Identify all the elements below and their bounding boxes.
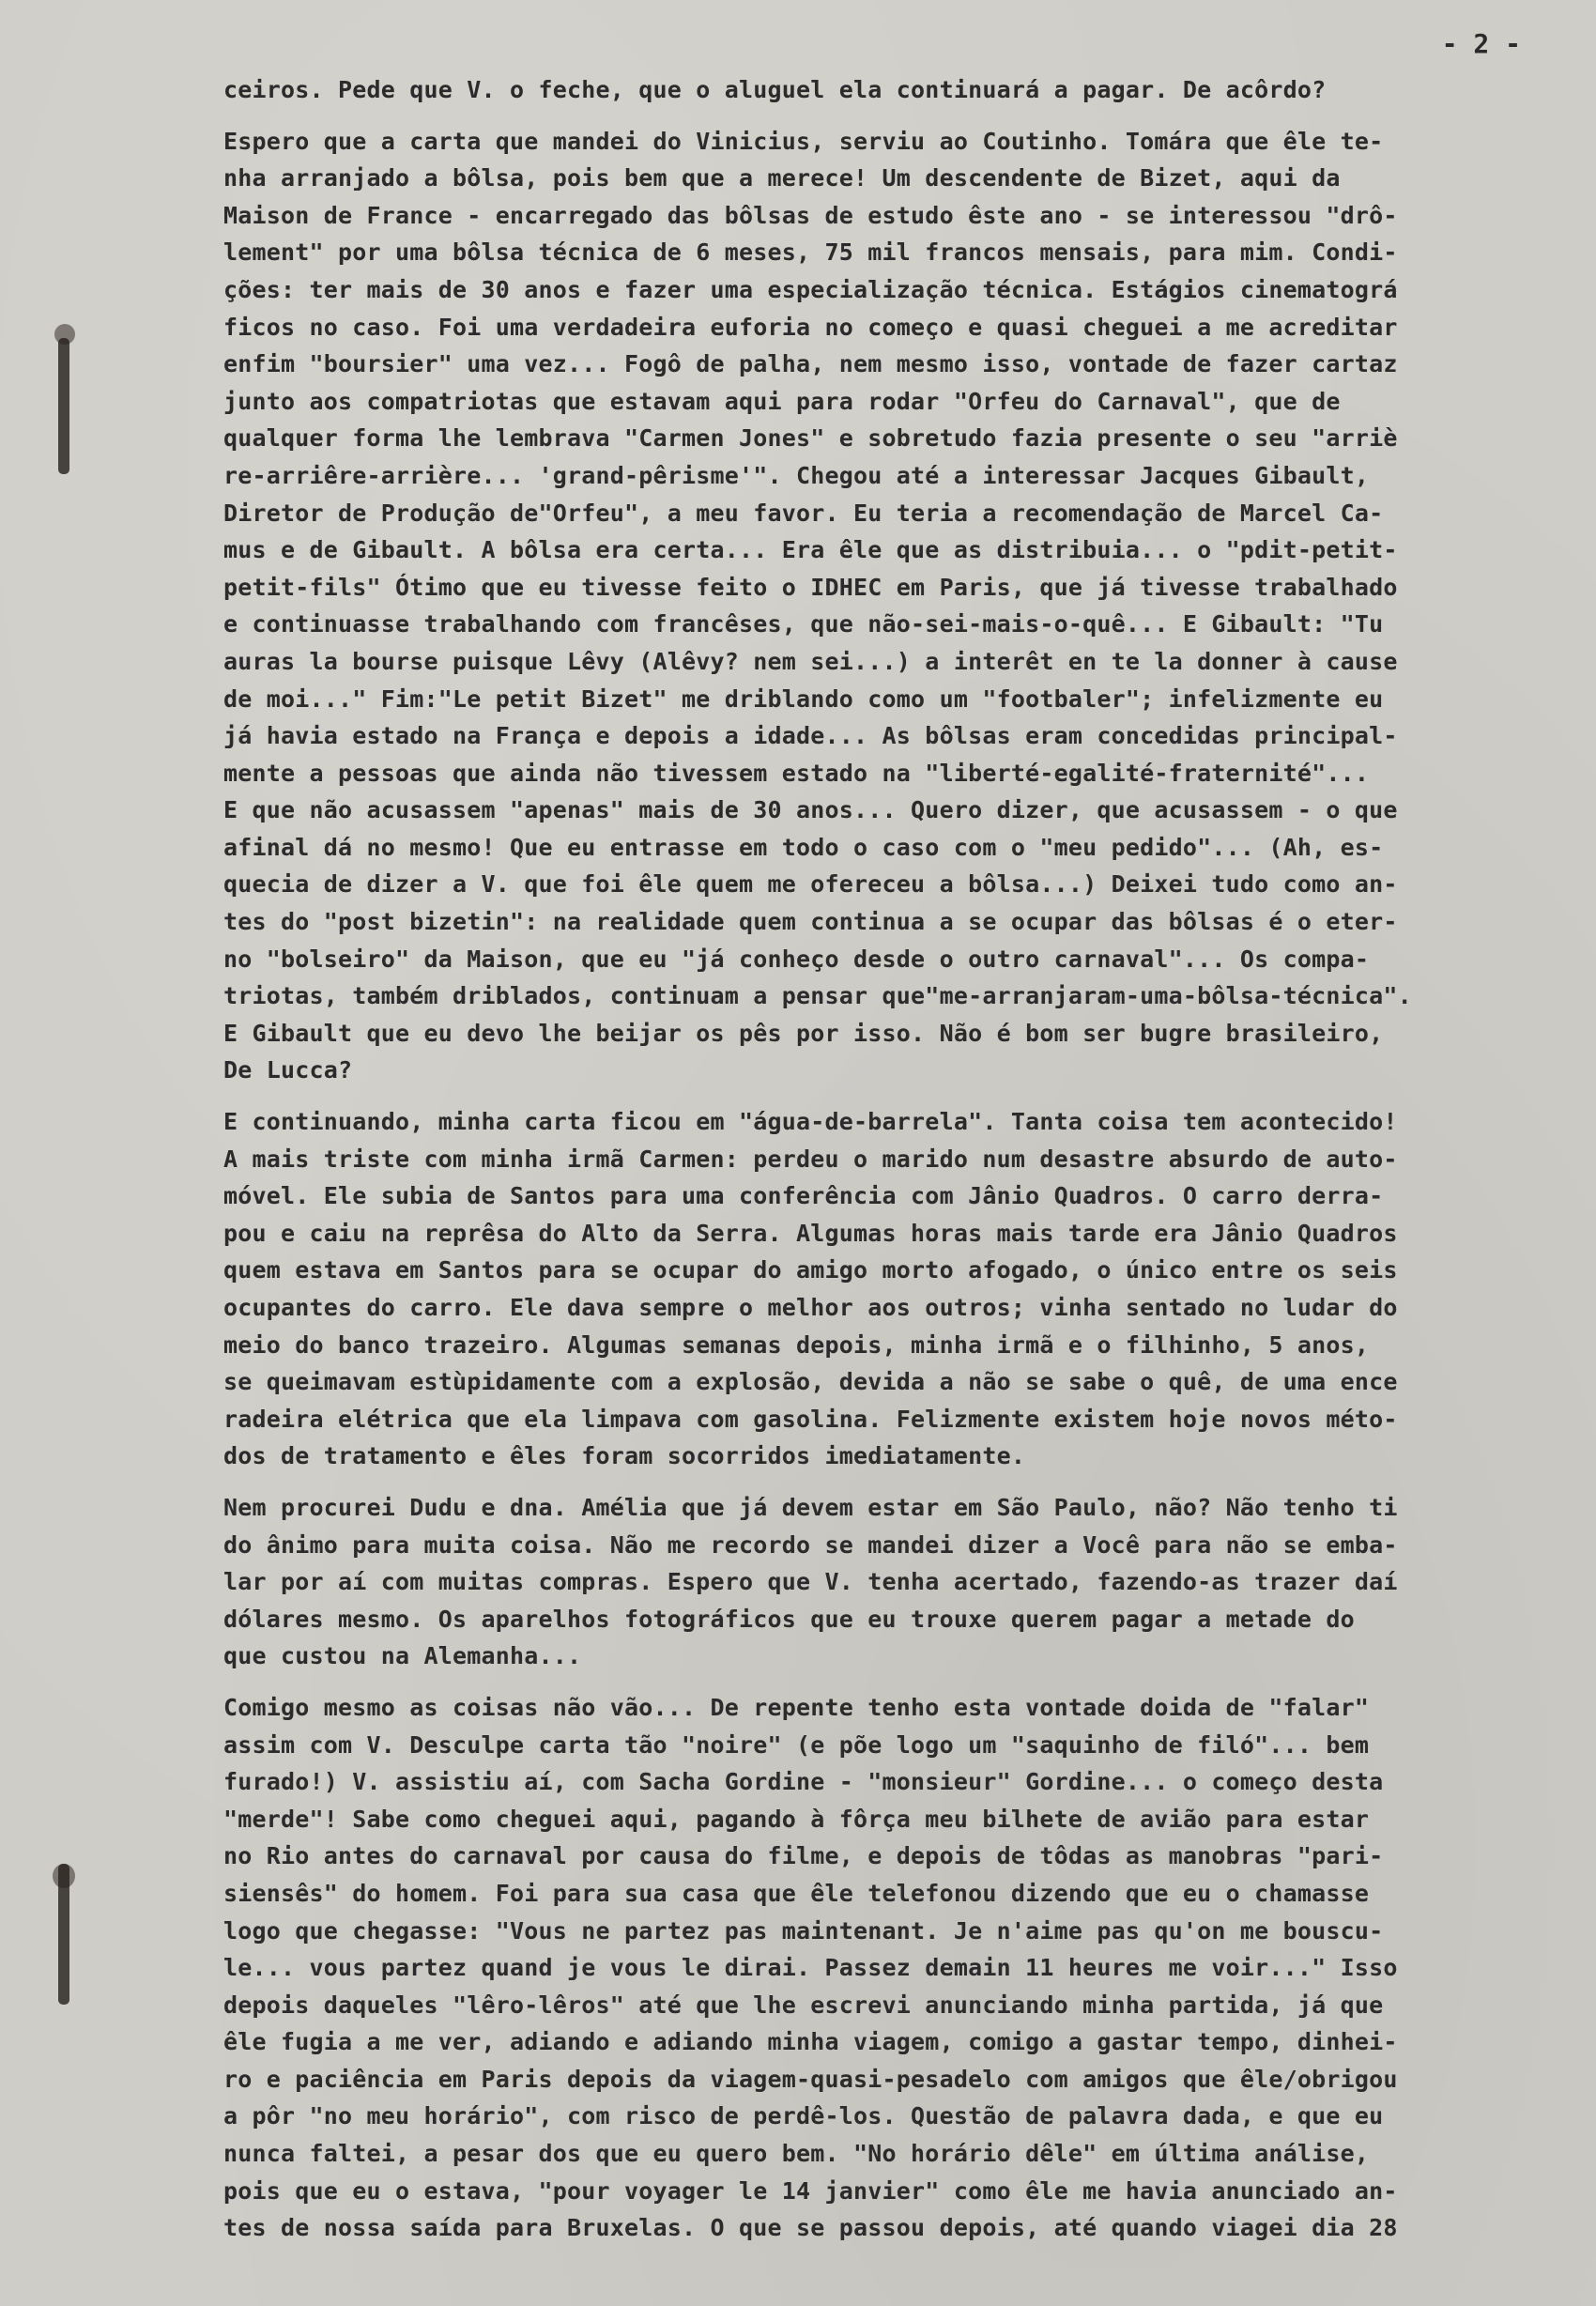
text-line: ocupantes do carro. Ele dava sempre o melhor aos outros; vinha sentado no ludar do	[223, 1294, 1398, 1321]
paragraph	[223, 1689, 1575, 2247]
text-line: assim com V. Desculpe carta tão "noire" (e põe logo um "saquinho de filó"... bem	[223, 1730, 1370, 1759]
text-line: pois que eu o estava, "pour voyager le 14 janvier" como êle me havia anunciado an-	[223, 2176, 1398, 2205]
text-line: ro e paciência em Paris depois da viagem-quasi-pesadelo com amigos que êle/obrigou	[223, 2065, 1398, 2093]
text-line: "merde"! Sabe como cheguei aqui, pagando à fôrça meu bilhete de avião para estar	[223, 1805, 1370, 1833]
text-line: quem estava em Santos para se ocupar do amigo morto afogado, o único entre os seis	[223, 1256, 1398, 1284]
text-line: radeira elétrica que ela limpava com gasolina. Felizmente existem hoje novos méto-	[223, 1405, 1398, 1433]
text-line: triotas, também driblados, continuam a pensar que"me-arranjaram-uma-bôlsa-técnica".	[223, 982, 1412, 1010]
text-line: Espero que a carta que mandei do Vinicius, serviu ao Coutinho. Tomára que êle te-	[223, 127, 1384, 155]
text-line: E Gibault que eu devo lhe beijar os pês por isso. Não é bom ser bugre brasileiro,	[223, 1019, 1384, 1047]
page-number: - 2 -	[1441, 28, 1521, 59]
text-line: A mais triste com minha irmã Carmen: perdeu o marido num desastre absurdo de auto-	[223, 1145, 1398, 1173]
text-line: lar por aí com muitas compras. Espero que V. tenha acertado, fazendo-as trazer daí	[223, 1568, 1398, 1596]
text-line: auras la bourse puisque Lêvy (Alêvy? nem sei...) a interêt en te la donner à cause	[223, 647, 1398, 675]
text-line: enfim "boursier" uma vez... Fogô de palha, nem mesmo isso, vontade de fazer cartaz	[223, 350, 1398, 378]
text-line: nha arranjado a bôlsa, pois bem que a merece! Um descendente de Bizet, aqui da	[223, 164, 1341, 192]
text-line: junto aos compatriotas que estavam aqui para rodar "Orfeu do Carnaval", que de	[223, 387, 1341, 415]
text-line: no "bolseiro" da Maison, que eu "já conheço desde o outro carnaval"... Os compa-	[223, 945, 1370, 973]
text-line: qualquer forma lhe lembrava "Carmen Jones" e sobretudo fazia presente o seu "arriè	[223, 424, 1398, 453]
text-line: quecia de dizer a V. que foi êle quem me ofereceu a bôlsa...) Deixei tudo como an-	[223, 870, 1398, 899]
text-line: depois daqueles "lêro-lêros" até que lhe escrevi anunciando minha partida, já que	[223, 1991, 1384, 2019]
text-line: le... vous partez quand je vous le dirai. Passez demain 11 heures me voir..." Isso	[223, 1954, 1398, 1982]
text-line: ções: ter mais de 30 anos e fazer uma especialização técnica. Estágios cinematográ	[223, 275, 1398, 303]
text-line: ficos no caso. Foi uma verdadeira euforia no começo e quasi cheguei a me acreditar	[223, 313, 1398, 341]
punch-hole-mark	[58, 338, 69, 474]
text-line: já havia estado na França e depois a idade... As bôlsas eram concedidas principal-	[223, 722, 1398, 750]
text-line: êle fugia a me ver, adiando e adiando minha viagem, comigo a gastar tempo, dinhei-	[223, 2028, 1398, 2056]
text-line: de moi..." Fim:"Le petit Bizet" me driblando como um "footbaler"; infelizmente eu	[223, 684, 1384, 713]
text-line: lement" por uma bôlsa técnica de 6 meses, 75 mil francos mensais, para mim. Condi-	[223, 238, 1398, 267]
text-line: que custou na Alemanha...	[223, 1642, 582, 1670]
text-line: E continuando, minha carta ficou em "água-de-barrela". Tanta coisa tem acontecido!	[223, 1108, 1398, 1136]
ink-smudge	[54, 324, 75, 345]
paragraph	[223, 123, 1575, 1089]
text-line: do ânimo para muita coisa. Não me recordo se mandei dizer a Você para não se emba-	[223, 1530, 1398, 1559]
text-line: Diretor de Produção de"Orfeu", a meu favor. Eu teria a recomendação de Marcel Ca-	[223, 499, 1384, 527]
text-line: Maison de France - encarregado das bôlsas de estudo êste ano - se interessou "drô-	[223, 201, 1398, 229]
text-line: e continuasse trabalhando com francêses, que não-sei-mais-o-quê... E Gibault: "Tu	[223, 610, 1384, 638]
paragraph	[223, 1103, 1575, 1475]
text-line: a pôr "no meu horário", com risco de perdê-los. Questão de palavra dada, e que eu	[223, 2102, 1384, 2130]
text-line: dos de tratamento e êles foram socorridos imediatamente.	[223, 1442, 1026, 1470]
text-line: E que não acusassem "apenas" mais de 30 anos... Quero dizer, que acusassem - o que	[223, 796, 1398, 824]
text-line: re-arriêre-arrière... 'grand-pêrisme'". Chegou até a interessar Jacques Gibault,	[223, 461, 1370, 489]
text-line: De Lucca?	[223, 1056, 353, 1084]
text-line: logo que chegasse: "Vous ne partez pas maintenant. Je n'aime pas qu'on me bouscu-	[223, 1916, 1384, 1945]
ink-smudge	[53, 1864, 75, 1888]
paragraph	[223, 71, 1575, 109]
text-line: Comigo mesmo as coisas não vão... De repente tenho esta vontade doida de "falar"	[223, 1693, 1370, 1721]
text-line: móvel. Ele subia de Santos para uma conferência com Jânio Quadros. O carro derra-	[223, 1182, 1384, 1210]
paragraph	[223, 1489, 1575, 1675]
text-line: meio do banco trazeiro. Algumas semanas depois, minha irmã e o filhinho, 5 anos,	[223, 1330, 1370, 1359]
text-line: se queimavam estùpidamente com a explosão, devida a não se sabe o quê, de uma ence	[223, 1368, 1398, 1396]
text-line: tes de nossa saída para Bruxelas. O que se passou depois, até quando viagei dia 28	[223, 2214, 1398, 2242]
text-line: no Rio antes do carnaval por causa do filme, e depois de tôdas as manobras "pari-	[223, 1842, 1384, 1870]
text-line: ceiros. Pede que V. o feche, que o aluguel ela continuará a pagar. De acôrdo?	[223, 76, 1327, 103]
text-line: pou e caiu na reprêsa do Alto da Serra. Algumas horas mais tarde era Jânio Quadros	[223, 1219, 1398, 1247]
letter-body	[223, 71, 1575, 2261]
text-line: nunca faltei, a pesar dos que eu quero bem. "No horário dêle" em última análise,	[223, 2140, 1370, 2168]
text-line: afinal dá no mesmo! Que eu entrasse em todo o caso com o "meu pedido"... (Ah, es-	[223, 833, 1384, 861]
text-line: dólares mesmo. Os aparelhos fotográficos que eu trouxe querem pagar a metade do	[223, 1605, 1355, 1633]
text-line: Nem procurei Dudu e dna. Amélia que já devem estar em São Paulo, não? Não tenho ti	[223, 1493, 1398, 1521]
text-line: siensês" do homem. Foi para sua casa que êle telefonou dizendo que eu o chamasse	[223, 1879, 1370, 1907]
text-line: tes do "post bizetin": na realidade quem continua a se ocupar das bôlsas é o eter-	[223, 908, 1398, 936]
text-line: furado!) V. assistiu aí, com Sacha Gordine - "monsieur" Gordine... o começo desta	[223, 1768, 1384, 1796]
text-line: mente a pessoas que ainda não tivessem estado na "liberté-egalité-fraternité"...	[223, 759, 1370, 787]
text-line: mus e de Gibault. A bôlsa era certa... Era êle que as distribuia... o "pdit-petit-	[223, 536, 1398, 564]
text-line: petit-fils" Ótimo que eu tivesse feito o IDHEC em Paris, que já tivesse trabalhado	[223, 573, 1398, 601]
